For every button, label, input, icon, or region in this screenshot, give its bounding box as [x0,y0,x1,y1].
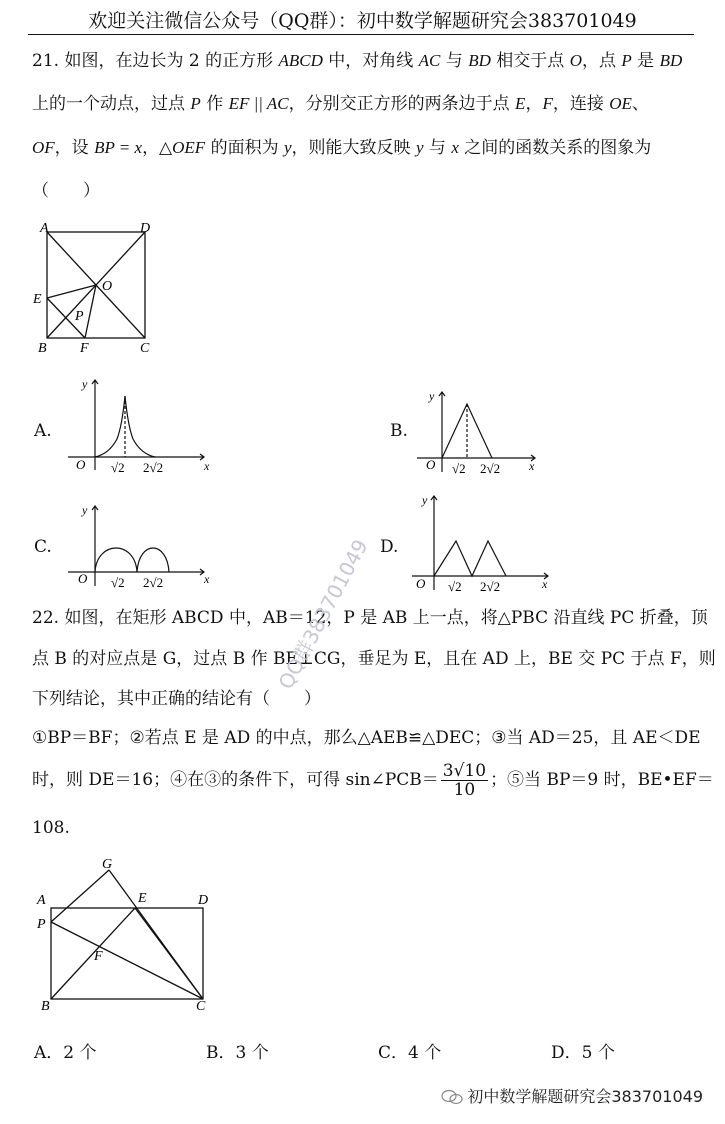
segment-of [85,285,96,338]
segment-pc [51,922,203,999]
q22-line-5: 时，则 DE＝16；④在③的条件下，可得 sin∠PCB＝ $\frac{3√10}{10}$ ；⑤当 BP＝9 时，BE•EF＝ [32,761,714,800]
tick-2sqrt2: 2√2 [143,460,164,474]
q21-graph-a [64,374,214,474]
origin-label: O [426,457,436,472]
label-p: P [37,917,46,932]
label-a: A [40,221,49,236]
q22-line-6: 108. [32,818,70,838]
q21-option-a-label: A. [34,421,52,441]
q22-line-4: ①BP＝BF；②若点 E 是 AD 的中点，那么△AEB≌△DEC；③当 AD＝25，且 AE＜DE [32,728,701,748]
q22-option-a: A．2 个 [34,1043,97,1063]
y-label: y [422,493,428,507]
label-p: P [75,309,84,324]
q21-option-d-label: D. [380,537,399,557]
tick-sqrt2: √2 [111,460,125,474]
q21-option-c-label: C. [34,537,52,557]
q21-square-figure [30,218,170,358]
q21-graph-b [413,386,543,476]
q22-line-3: 下列结论，其中正确的结论有（ ） [32,689,321,709]
tick-sqrt2: √2 [452,461,466,476]
origin-label: O [76,457,86,472]
label-b: B [41,999,50,1012]
tick-sqrt2: √2 [111,575,125,590]
tick-2sqrt2: 2√2 [143,575,164,590]
q21-line-2: 上的一个动点，过点 P 作 EF || AC，分别交正方形的两条边于点 E，F，连接 OE、 [32,94,649,114]
label-e: E [138,891,147,906]
x-label: x [204,459,210,473]
footer-brand [441,1084,703,1107]
rectangle-abcd [51,908,203,999]
label-a: A [37,893,46,908]
label-f: F [94,949,103,964]
tick-sqrt2: √2 [448,579,462,594]
q22-line-2: 点 B 的对应点是 G，过点 B 作 BE⊥CG，垂足为 E，且在 AD 上，BE 交 PC 于点 F，则 [32,649,716,669]
label-c: C [140,341,150,356]
segment-ec [135,908,203,999]
segment-pg [51,870,109,922]
x-label: x [542,577,548,591]
label-o: O [102,279,113,294]
arch-2 [137,548,169,572]
q22-option-b: B．3 个 [206,1043,269,1063]
sin-fraction: $\frac{3√10}{10}$ [442,761,487,800]
footer-text: 初中数学解题研究会383701049 [467,1087,703,1106]
arch-1 [95,548,137,572]
q21-graph-c [64,500,214,590]
origin-label: O [416,576,426,591]
q21-graph-d [408,490,553,595]
page-header: 欢迎关注微信公众号（QQ群）：初中数学解题研究会383701049 [88,10,637,32]
label-e: E [33,292,42,307]
tick-2sqrt2: 2√2 [480,461,501,476]
label-g: G [102,857,113,872]
q22-rectangle-figure [28,852,228,1012]
header-rule [28,34,694,35]
wechat-icon [441,1089,463,1105]
q21-option-b-label: B. [390,421,408,441]
tick-2sqrt2: 2√2 [480,579,501,594]
q22-line-1: 22. 如图，在矩形 ABCD 中，AB＝12，P 是 AB 上一点，将△PBC 沿直线 PC 折叠，顶 [32,608,708,628]
q21-answer-blank: （ ） [32,181,100,201]
label-b: B [38,341,47,356]
segment-oe [47,285,96,298]
q22-option-c: C．4 个 [378,1043,442,1063]
label-d: D [140,221,151,236]
label-d: D [198,893,209,908]
curve-d [434,541,506,576]
label-c: C [196,999,206,1012]
q22-option-d: D．5 个 [551,1043,615,1063]
x-label: x [529,459,535,473]
segment-be [51,908,135,999]
y-label: y [82,503,88,517]
q21-line-1: 21. 如图，在边长为 2 的正方形 ABCD 中，对角线 AC 与 BD 相交于点 O，点 P 是 BD [32,51,683,71]
origin-label: O [78,571,88,586]
y-label: y [429,389,435,403]
y-label: y [82,377,88,391]
x-label: x [204,572,210,586]
label-f: F [80,341,89,356]
watermark: QQ群383701049 [273,535,373,694]
q21-line-3: OF，设 BP = x，△OEF 的面积为 y，则能大致反映 y 与 x 之间的函数关系的图象为 [32,138,652,158]
